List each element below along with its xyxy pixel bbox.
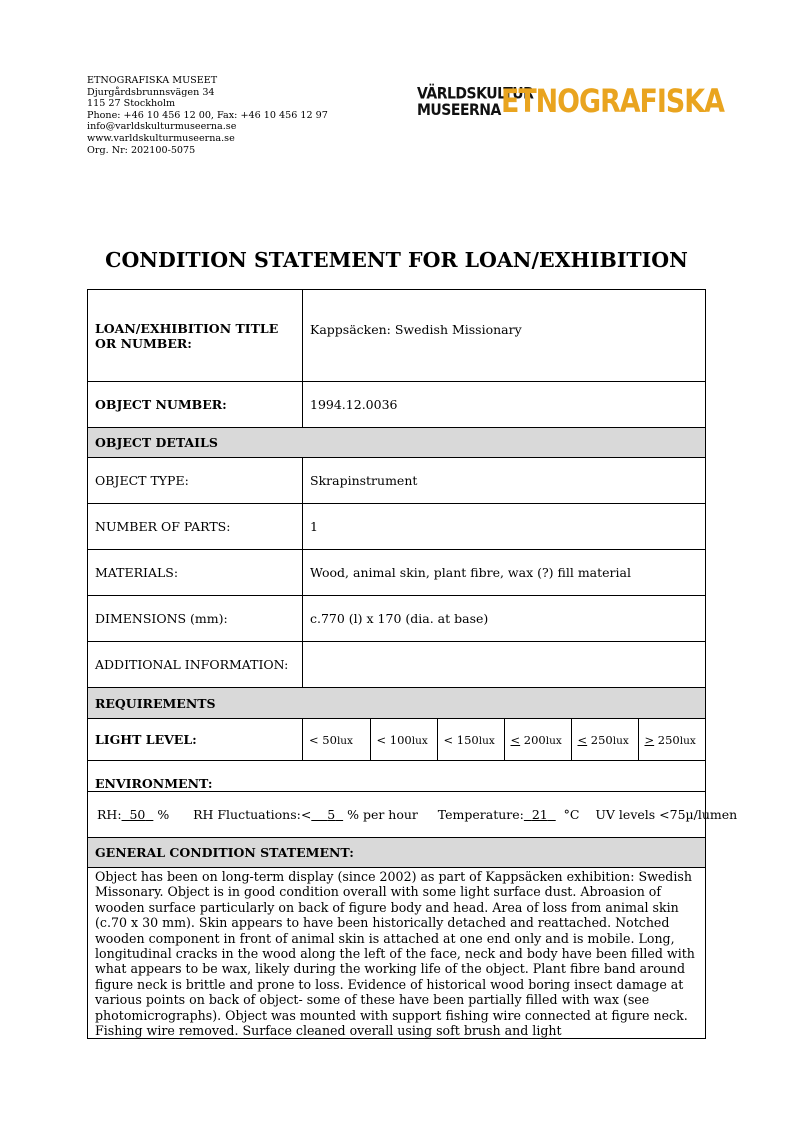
light-level-label: LIGHT LEVEL:	[88, 719, 303, 761]
light-option-100: < 100lux	[370, 719, 437, 760]
object-details-heading: OBJECT DETAILS	[88, 428, 706, 458]
light-option-250: < 250lux	[571, 719, 638, 760]
light-option-200: < 200lux	[504, 719, 571, 760]
object-type-label: OBJECT TYPE:	[88, 458, 303, 504]
loan-label: LOAN/EXHIBITION TITLE OR NUMBER:	[88, 290, 303, 382]
dimensions-row	[88, 596, 706, 642]
address-line: Djurgårdsbrunnsvägen 34	[87, 86, 215, 98]
rh-fluctuations-unit: % per hour	[347, 807, 418, 822]
logo-brand: ETNOGRAFISKA	[501, 82, 724, 120]
rh-unit: %	[157, 807, 170, 822]
environment-header-row	[88, 761, 706, 792]
number-of-parts-value: 1	[303, 504, 706, 550]
light-option-50: < 50lux	[309, 732, 353, 747]
number-of-parts-row	[88, 504, 706, 550]
additional-info-row	[88, 642, 706, 688]
requirements-heading: REQUIREMENTS	[88, 688, 706, 719]
address-line: 115 27 Stockholm	[87, 98, 176, 110]
loan-value: Kappsäcken: Swedish Missionary	[303, 290, 706, 382]
temperature-unit: °C	[563, 807, 580, 822]
address-line: info@varldskulturmuseerna.se	[87, 121, 237, 133]
general-condition-heading: GENERAL CONDITION STATEMENT:	[88, 838, 706, 868]
light-option-150: < 150lux	[437, 719, 504, 760]
address-line: Phone: +46 10 456 12 00, Fax: +46 10 456 12 97	[87, 109, 328, 121]
materials-label: MATERIALS:	[88, 550, 303, 596]
temperature-label: Temperature:	[437, 807, 524, 822]
object-details-header-row	[88, 428, 706, 458]
light-level-options	[303, 719, 706, 761]
light-options-table	[303, 719, 705, 760]
rh-fluctuations-label: RH Fluctuations:<	[193, 807, 312, 822]
uv-levels: UV levels <75µ/lumen	[595, 807, 738, 822]
condition-form	[87, 289, 738, 1039]
document-title: CONDITION STATEMENT FOR LOAN/EXHIBITION	[105, 248, 688, 272]
environment-heading: ENVIRONMENT:	[88, 761, 706, 792]
rh-label: RH:	[97, 807, 122, 822]
loan-row	[88, 290, 706, 382]
object-number-row	[88, 382, 706, 428]
additional-info-value	[303, 642, 706, 688]
dimensions-label: DIMENSIONS (mm):	[88, 596, 303, 642]
rh-fluctuations-value: 5	[327, 807, 336, 822]
environment-values	[88, 792, 738, 838]
logo-text-small	[417, 84, 534, 120]
logo-line2: MUSEERNA	[417, 100, 501, 120]
additional-info-label: ADDITIONAL INFORMATION:	[88, 642, 303, 688]
object-type-value: Skrapinstrument	[303, 458, 706, 504]
rh-value: 50	[129, 807, 146, 822]
materials-row	[88, 550, 706, 596]
materials-value: Wood, animal skin, plant fibre, wax (?) fill material	[303, 550, 706, 596]
general-condition-text: Object has been on long-term display (since 2002) as part of Kappsäcken exhibition: Swedish Missonary. Object is in good condition overall with some light surface dust. Abroasion of wooden surface particularly on back of figure body and head. Area of loss from animal skin (c.70 x 30 mm). Skin appears to have been historically detached and reattached. Notched wooden component in front of animal skin is attached at one end only and is mobile. Long, longitudinal cracks in the wood along the left of the face, neck and body have been filled with what appears to be wax, likely during the working life of the object. Plant fibre band around figure neck is brittle and prone to loss. Evidence of historical wood boring insect damage at various points on back of object- some of these have been partially filled with wax (see photomicrographs). Object was mounted with support fishing wire connected at figure neck. Fishing wire removed. Surface cleaned overall using soft brush and light	[88, 868, 706, 1039]
requirements-header-row	[88, 688, 706, 719]
address-line: ETNOGRAFISKA MUSEET	[87, 75, 218, 86]
general-condition-row	[88, 868, 706, 1039]
object-number-label: OBJECT NUMBER:	[88, 382, 303, 428]
dimensions-value: c.770 (l) x 170 (dia. at base)	[303, 596, 706, 642]
address-line: Org. Nr: 202100-5075	[87, 144, 196, 156]
temperature-value: 21	[531, 807, 548, 822]
object-number-value: 1994.12.0036	[303, 382, 706, 428]
object-type-row	[88, 458, 706, 504]
number-of-parts-label: NUMBER OF PARTS:	[88, 504, 303, 550]
general-condition-header-row	[88, 838, 706, 868]
light-option-over-250: > 250lux	[638, 719, 705, 760]
logo-line1: VÄRLDSKULTUR	[417, 84, 534, 104]
museum-address	[87, 75, 328, 156]
address-line: www.varldskulturmuseerna.se	[87, 132, 235, 144]
light-level-row	[88, 719, 706, 761]
environment-row	[88, 792, 706, 838]
